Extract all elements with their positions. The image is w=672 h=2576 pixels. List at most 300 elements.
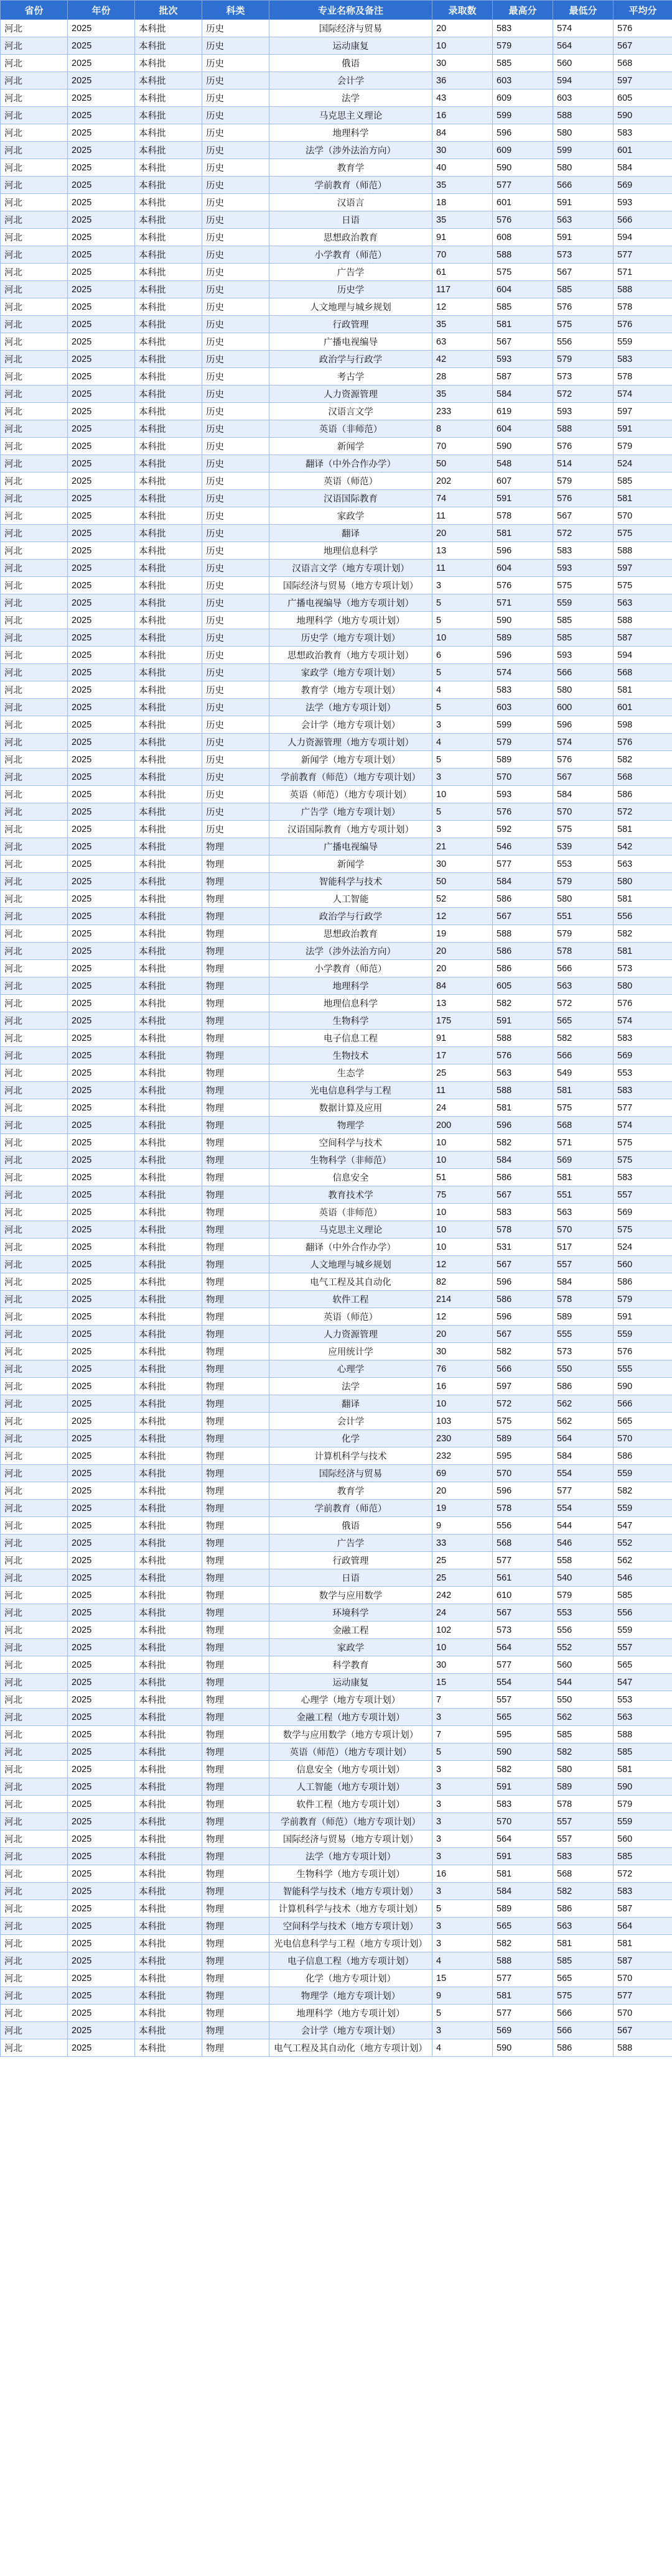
year-cell: 2025 (68, 525, 135, 542)
min-score-cell: 600 (553, 699, 614, 716)
province-cell: 河北 (1, 1761, 68, 1778)
province-cell: 河北 (1, 856, 68, 873)
subject-cell: 物理 (202, 1465, 269, 1482)
min-score-cell: 569 (553, 1152, 614, 1169)
admitted-count-cell: 10 (432, 629, 493, 647)
min-score-cell: 586 (553, 1378, 614, 1395)
major-cell: 人力资源管理（地方专项计划） (269, 734, 432, 751)
year-cell: 2025 (68, 1813, 135, 1830)
batch-cell: 本科批 (135, 246, 202, 264)
min-score-cell: 549 (553, 1064, 614, 1082)
province-cell: 河北 (1, 1500, 68, 1517)
max-score-cell: 573 (493, 1622, 553, 1639)
table-row (1, 229, 672, 246)
max-score-cell: 593 (493, 351, 553, 368)
max-score-cell: 563 (493, 1064, 553, 1082)
year-cell: 2025 (68, 1778, 135, 1796)
year-cell: 2025 (68, 1186, 135, 1204)
batch-cell: 本科批 (135, 490, 202, 507)
batch-cell: 本科批 (135, 1656, 202, 1674)
max-score-cell: 564 (493, 1639, 553, 1656)
avg-score-cell: 586 (614, 1447, 672, 1465)
province-cell: 河北 (1, 124, 68, 142)
major-cell: 翻译 (269, 1395, 432, 1413)
max-score-cell: 566 (493, 1360, 553, 1378)
min-score-cell: 566 (553, 2005, 614, 2022)
batch-cell: 本科批 (135, 1987, 202, 2005)
admitted-count-cell: 5 (432, 2005, 493, 2022)
column-max-score: 最高分 (493, 1, 553, 20)
subject-cell: 物理 (202, 960, 269, 977)
subject-cell: 物理 (202, 1726, 269, 1743)
avg-score-cell: 581 (614, 1935, 672, 1952)
year-cell: 2025 (68, 1500, 135, 1517)
batch-cell: 本科批 (135, 124, 202, 142)
avg-score-cell: 524 (614, 1239, 672, 1256)
admitted-count-cell: 69 (432, 1465, 493, 1482)
max-score-cell: 589 (493, 751, 553, 769)
min-score-cell: 566 (553, 1047, 614, 1064)
province-cell: 河北 (1, 716, 68, 734)
province-cell: 河北 (1, 264, 68, 281)
subject-cell: 历史 (202, 37, 269, 55)
year-cell: 2025 (68, 1413, 135, 1430)
avg-score-cell: 605 (614, 90, 672, 107)
batch-cell: 本科批 (135, 1761, 202, 1778)
major-cell: 英语（师范）（地方专项计划） (269, 786, 432, 803)
major-cell: 思想政治教育（地方专项计划） (269, 647, 432, 664)
major-cell: 教育技术学 (269, 1186, 432, 1204)
major-cell: 地理科学 (269, 124, 432, 142)
min-score-cell: 575 (553, 1099, 614, 1117)
table-row (1, 699, 672, 716)
max-score-cell: 581 (493, 1099, 553, 1117)
year-cell: 2025 (68, 490, 135, 507)
table-row (1, 124, 672, 142)
province-cell: 河北 (1, 995, 68, 1012)
min-score-cell: 560 (553, 55, 614, 72)
subject-cell: 物理 (202, 890, 269, 908)
subject-cell: 物理 (202, 1082, 269, 1099)
province-cell: 河北 (1, 699, 68, 716)
admitted-count-cell: 3 (432, 769, 493, 786)
table-row (1, 873, 672, 890)
table-row (1, 1987, 672, 2005)
table-row (1, 2022, 672, 2039)
year-cell: 2025 (68, 943, 135, 960)
table-row (1, 1308, 672, 1326)
table-row (1, 1970, 672, 1987)
province-cell: 河北 (1, 473, 68, 490)
max-score-cell: 577 (493, 856, 553, 873)
subject-cell: 物理 (202, 1935, 269, 1952)
major-cell: 历史学 (269, 281, 432, 298)
min-score-cell: 551 (553, 1186, 614, 1204)
subject-cell: 物理 (202, 1639, 269, 1656)
max-score-cell: 586 (493, 1169, 553, 1186)
year-cell: 2025 (68, 368, 135, 385)
avg-score-cell: 580 (614, 873, 672, 890)
max-score-cell: 596 (493, 1308, 553, 1326)
max-score-cell: 576 (493, 577, 553, 594)
max-score-cell: 595 (493, 1447, 553, 1465)
min-score-cell: 579 (553, 925, 614, 943)
major-cell: 生物科学（非师范） (269, 1152, 432, 1169)
year-cell: 2025 (68, 473, 135, 490)
min-score-cell: 582 (553, 1743, 614, 1761)
major-cell: 俄语 (269, 55, 432, 72)
batch-cell: 本科批 (135, 1343, 202, 1360)
max-score-cell: 581 (493, 316, 553, 333)
province-cell: 河北 (1, 438, 68, 455)
max-score-cell: 578 (493, 507, 553, 525)
batch-cell: 本科批 (135, 821, 202, 838)
max-score-cell: 619 (493, 403, 553, 420)
province-cell: 河北 (1, 1743, 68, 1761)
avg-score-cell: 557 (614, 1186, 672, 1204)
major-cell: 数据计算及应用 (269, 1099, 432, 1117)
province-cell: 河北 (1, 1134, 68, 1152)
province-cell: 河北 (1, 1360, 68, 1378)
table-row (1, 594, 672, 612)
province-cell: 河北 (1, 72, 68, 90)
table-row (1, 908, 672, 925)
avg-score-cell: 583 (614, 1082, 672, 1099)
min-score-cell: 517 (553, 1239, 614, 1256)
max-score-cell: 596 (493, 647, 553, 664)
max-score-cell: 596 (493, 1482, 553, 1500)
province-cell: 河北 (1, 577, 68, 594)
max-score-cell: 584 (493, 1152, 553, 1169)
max-score-cell: 567 (493, 908, 553, 925)
admitted-count-cell: 10 (432, 1204, 493, 1221)
table-row (1, 1343, 672, 1360)
table-row (1, 1500, 672, 1517)
year-cell: 2025 (68, 177, 135, 194)
year-cell: 2025 (68, 1308, 135, 1326)
major-cell: 俄语 (269, 1517, 432, 1535)
max-score-cell: 565 (493, 1918, 553, 1935)
province-cell: 河北 (1, 211, 68, 229)
avg-score-cell: 570 (614, 2005, 672, 2022)
batch-cell: 本科批 (135, 943, 202, 960)
avg-score-cell: 572 (614, 1865, 672, 1883)
max-score-cell: 582 (493, 1134, 553, 1152)
table-row (1, 1830, 672, 1848)
year-cell: 2025 (68, 977, 135, 995)
province-cell: 河北 (1, 629, 68, 647)
major-cell: 国际经济与贸易（地方专项计划） (269, 577, 432, 594)
subject-cell: 物理 (202, 1848, 269, 1865)
subject-cell: 物理 (202, 1134, 269, 1152)
year-cell: 2025 (68, 55, 135, 72)
column-province: 省份 (1, 1, 68, 20)
batch-cell: 本科批 (135, 1587, 202, 1604)
province-cell: 河北 (1, 1639, 68, 1656)
subject-cell: 物理 (202, 1569, 269, 1587)
avg-score-cell: 593 (614, 194, 672, 211)
province-cell: 河北 (1, 1413, 68, 1430)
year-cell: 2025 (68, 1291, 135, 1308)
batch-cell: 本科批 (135, 37, 202, 55)
avg-score-cell: 559 (614, 1465, 672, 1482)
year-cell: 2025 (68, 821, 135, 838)
province-cell: 河北 (1, 1883, 68, 1900)
admitted-count-cell: 11 (432, 507, 493, 525)
major-cell: 汉语言 (269, 194, 432, 211)
table-row (1, 1030, 672, 1047)
province-cell: 河北 (1, 647, 68, 664)
min-score-cell: 566 (553, 2022, 614, 2039)
batch-cell: 本科批 (135, 368, 202, 385)
major-cell: 数学与应用数学 (269, 1587, 432, 1604)
batch-cell: 本科批 (135, 194, 202, 211)
avg-score-cell: 576 (614, 316, 672, 333)
major-cell: 软件工程 (269, 1291, 432, 1308)
province-cell: 河北 (1, 1378, 68, 1395)
min-score-cell: 580 (553, 890, 614, 908)
batch-cell: 本科批 (135, 159, 202, 177)
province-cell: 河北 (1, 1343, 68, 1360)
subject-cell: 物理 (202, 1656, 269, 1674)
max-score-cell: 596 (493, 1273, 553, 1291)
year-cell: 2025 (68, 142, 135, 159)
province-cell: 河北 (1, 1291, 68, 1308)
batch-cell: 本科批 (135, 1169, 202, 1186)
max-score-cell: 578 (493, 1221, 553, 1239)
subject-cell: 物理 (202, 1587, 269, 1604)
min-score-cell: 564 (553, 1430, 614, 1447)
year-cell: 2025 (68, 594, 135, 612)
table-row (1, 1099, 672, 1117)
admitted-count-cell: 12 (432, 908, 493, 925)
max-score-cell: 589 (493, 1430, 553, 1447)
max-score-cell: 585 (493, 298, 553, 316)
avg-score-cell: 594 (614, 647, 672, 664)
admitted-count-cell: 75 (432, 1186, 493, 1204)
admitted-count-cell: 6 (432, 647, 493, 664)
subject-cell: 历史 (202, 368, 269, 385)
major-cell: 电气工程及其自动化 (269, 1273, 432, 1291)
province-cell: 河北 (1, 751, 68, 769)
batch-cell: 本科批 (135, 1796, 202, 1813)
year-cell: 2025 (68, 281, 135, 298)
avg-score-cell: 524 (614, 455, 672, 473)
major-cell: 人工智能 (269, 890, 432, 908)
max-score-cell: 561 (493, 1569, 553, 1587)
avg-score-cell: 570 (614, 1970, 672, 1987)
avg-score-cell: 582 (614, 751, 672, 769)
min-score-cell: 563 (553, 977, 614, 995)
avg-score-cell: 585 (614, 1587, 672, 1604)
year-cell: 2025 (68, 1360, 135, 1378)
admitted-count-cell: 4 (432, 2039, 493, 2057)
subject-cell: 历史 (202, 403, 269, 420)
max-score-cell: 554 (493, 1674, 553, 1691)
batch-cell: 本科批 (135, 473, 202, 490)
batch-cell: 本科批 (135, 1691, 202, 1709)
year-cell: 2025 (68, 211, 135, 229)
max-score-cell: 576 (493, 803, 553, 821)
major-cell: 信息安全（地方专项计划） (269, 1761, 432, 1778)
subject-cell: 历史 (202, 455, 269, 473)
max-score-cell: 609 (493, 90, 553, 107)
admitted-count-cell: 61 (432, 264, 493, 281)
min-score-cell: 580 (553, 1761, 614, 1778)
table-row (1, 629, 672, 647)
batch-cell: 本科批 (135, 420, 202, 438)
subject-cell: 物理 (202, 1743, 269, 1761)
year-cell: 2025 (68, 716, 135, 734)
subject-cell: 历史 (202, 124, 269, 142)
avg-score-cell: 569 (614, 1047, 672, 1064)
max-score-cell: 583 (493, 1796, 553, 1813)
major-cell: 地理科学（地方专项计划） (269, 612, 432, 629)
max-score-cell: 567 (493, 1186, 553, 1204)
subject-cell: 物理 (202, 2039, 269, 2057)
table-row (1, 1569, 672, 1587)
admitted-count-cell: 43 (432, 90, 493, 107)
avg-score-cell: 583 (614, 351, 672, 368)
province-cell: 河北 (1, 351, 68, 368)
province-cell: 河北 (1, 1569, 68, 1587)
batch-cell: 本科批 (135, 264, 202, 281)
year-cell: 2025 (68, 403, 135, 420)
batch-cell: 本科批 (135, 1030, 202, 1047)
subject-cell: 物理 (202, 1291, 269, 1308)
batch-cell: 本科批 (135, 769, 202, 786)
min-score-cell: 550 (553, 1691, 614, 1709)
major-cell: 人工智能（地方专项计划） (269, 1778, 432, 1796)
batch-cell: 本科批 (135, 856, 202, 873)
min-score-cell: 576 (553, 490, 614, 507)
table-row (1, 681, 672, 699)
province-cell: 河北 (1, 1082, 68, 1099)
admitted-count-cell: 30 (432, 1343, 493, 1360)
province-cell: 河北 (1, 420, 68, 438)
major-cell: 会计学（地方专项计划） (269, 2022, 432, 2039)
batch-cell: 本科批 (135, 890, 202, 908)
avg-score-cell: 583 (614, 124, 672, 142)
avg-score-cell: 585 (614, 1743, 672, 1761)
province-cell: 河北 (1, 1656, 68, 1674)
major-cell: 新闻学（地方专项计划） (269, 751, 432, 769)
province-cell: 河北 (1, 507, 68, 525)
min-score-cell: 552 (553, 1639, 614, 1656)
table-row (1, 1778, 672, 1796)
min-score-cell: 562 (553, 1709, 614, 1726)
admitted-count-cell: 11 (432, 560, 493, 577)
table-row (1, 995, 672, 1012)
subject-cell: 历史 (202, 716, 269, 734)
subject-cell: 物理 (202, 1186, 269, 1204)
major-cell: 化学（地方专项计划） (269, 1970, 432, 1987)
major-cell: 电子信息工程 (269, 1030, 432, 1047)
min-score-cell: 586 (553, 2039, 614, 2057)
year-cell: 2025 (68, 1709, 135, 1726)
admitted-count-cell: 10 (432, 1152, 493, 1169)
major-cell: 智能科学与技术（地方专项计划） (269, 1883, 432, 1900)
province-cell: 河北 (1, 1865, 68, 1883)
subject-cell: 历史 (202, 612, 269, 629)
table-row (1, 925, 672, 943)
year-cell: 2025 (68, 734, 135, 751)
admitted-count-cell: 3 (432, 1709, 493, 1726)
subject-cell: 物理 (202, 2022, 269, 2039)
max-score-cell: 604 (493, 281, 553, 298)
major-cell: 信息安全 (269, 1169, 432, 1186)
table-row (1, 1535, 672, 1552)
max-score-cell: 588 (493, 1082, 553, 1099)
major-cell: 地理科学（地方专项计划） (269, 2005, 432, 2022)
table-row (1, 1709, 672, 1726)
max-score-cell: 590 (493, 438, 553, 455)
admitted-count-cell: 12 (432, 1308, 493, 1326)
batch-cell: 本科批 (135, 90, 202, 107)
year-cell: 2025 (68, 542, 135, 560)
min-score-cell: 553 (553, 1604, 614, 1622)
batch-cell: 本科批 (135, 577, 202, 594)
max-score-cell: 586 (493, 890, 553, 908)
min-score-cell: 566 (553, 664, 614, 681)
table-row (1, 769, 672, 786)
admitted-count-cell: 24 (432, 1604, 493, 1622)
province-cell: 河北 (1, 838, 68, 856)
major-cell: 电气工程及其自动化（地方专项计划） (269, 2039, 432, 2057)
table-row (1, 316, 672, 333)
min-score-cell: 580 (553, 159, 614, 177)
batch-cell: 本科批 (135, 995, 202, 1012)
avg-score-cell: 581 (614, 821, 672, 838)
min-score-cell: 554 (553, 1465, 614, 1482)
avg-score-cell: 555 (614, 1360, 672, 1378)
table-row (1, 1726, 672, 1743)
min-score-cell: 558 (553, 1552, 614, 1569)
subject-cell: 物理 (202, 873, 269, 890)
max-score-cell: 599 (493, 716, 553, 734)
admitted-count-cell: 3 (432, 1778, 493, 1796)
admitted-count-cell: 10 (432, 1639, 493, 1656)
subject-cell: 物理 (202, 1482, 269, 1500)
major-cell: 地理信息科学 (269, 542, 432, 560)
table-row (1, 403, 672, 420)
batch-cell: 本科批 (135, 1709, 202, 1726)
table-row (1, 1239, 672, 1256)
major-cell: 会计学 (269, 1413, 432, 1430)
year-cell: 2025 (68, 751, 135, 769)
avg-score-cell: 560 (614, 1256, 672, 1273)
avg-score-cell: 597 (614, 72, 672, 90)
max-score-cell: 590 (493, 159, 553, 177)
subject-cell: 历史 (202, 542, 269, 560)
batch-cell: 本科批 (135, 1221, 202, 1239)
major-cell: 新闻学 (269, 856, 432, 873)
batch-cell: 本科批 (135, 734, 202, 751)
major-cell: 考古学 (269, 368, 432, 385)
major-cell: 日语 (269, 1569, 432, 1587)
admitted-count-cell: 20 (432, 20, 493, 37)
batch-cell: 本科批 (135, 1186, 202, 1204)
major-cell: 人力资源管理 (269, 1326, 432, 1343)
max-score-cell: 557 (493, 1691, 553, 1709)
min-score-cell: 565 (553, 1970, 614, 1987)
subject-cell: 历史 (202, 699, 269, 716)
admitted-count-cell: 9 (432, 1987, 493, 2005)
max-score-cell: 575 (493, 264, 553, 281)
province-cell: 河北 (1, 194, 68, 211)
major-cell: 光电信息科学与工程 (269, 1082, 432, 1099)
major-cell: 应用统计学 (269, 1343, 432, 1360)
